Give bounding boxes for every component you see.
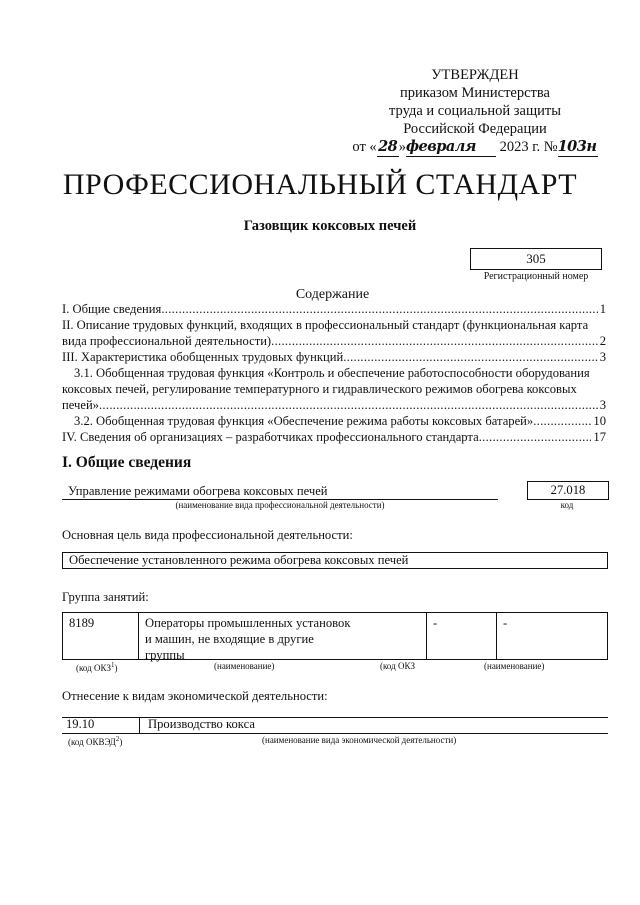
toc-item-text: IV. Сведения об организациях – разработчиках профессионального стандарта [62,430,479,444]
goal-box: Обеспечение установленного режима обогрева коксовых печей [62,552,608,569]
okz-name-cell-2: - [503,616,508,630]
activity-kind-field: Управление режимами обогрева коксовых печей [62,484,498,500]
toc-item-page: 10 [593,414,606,428]
toc-item[interactable] [62,317,606,349]
section-heading: I. Общие сведения [62,454,192,471]
group-label: Группа занятий: [62,590,149,604]
registration-number-box: 305 [470,248,602,270]
activity-code-caption: код [560,500,574,510]
toc-item[interactable] [62,365,606,413]
toc-item-text-cont: коксовых печей, регулирование температурного и гидравлического режимов обогрева коксовых [62,382,577,396]
table-of-contents [62,301,606,445]
okved-code-cell: 19.10 [62,717,140,733]
document-title: ПРОФЕССИОНАЛЬНЫЙ СТАНДАРТ [62,168,578,201]
okved-name-cell: Производство кокса [148,717,255,731]
approval-line-3: труда и социальной защиты [389,103,561,119]
toc-item-text-cont: вида профессиональной деятельности) [62,334,272,348]
registration-number-label: Регистрационный номер [483,271,589,282]
toc-item-text: I. Общие сведения [62,302,162,316]
handwritten-order-number: 103н [557,138,597,155]
toc-item[interactable] [62,413,606,429]
toc-item-page: 1 [599,302,606,316]
toc-item-page: 17 [593,430,606,444]
approval-date [330,138,620,157]
date-mid: » [398,139,406,155]
okz-name-line: и машин, не входящие в другие [145,632,314,646]
toc-item-text: 3.2. Обобщенная трудовая функция «Обеспечение режима работы коксовых батарей» [74,414,534,428]
toc-item-text: II. Описание трудовых функций, входящих в профессиональный стандарт (функциональная карта [62,318,589,332]
okz-name-line: Операторы промышленных установок [145,616,351,630]
toc-item-text-cont: печей» [62,398,99,412]
okz-code-caption-2: (код ОКЗ [380,661,415,671]
toc-item[interactable] [62,349,606,365]
activity-kind-caption: (наименование вида профессиональной деятельности) [175,500,385,510]
okved-code-caption: (код ОКВЭД$^2$) [68,735,123,747]
approval-line-1: УТВЕРЖДЕН [431,67,519,83]
okz-code-cell: 8189 [63,613,139,659]
toc-item[interactable] [62,429,606,445]
okved-table [62,717,608,734]
approval-block [330,66,620,157]
occupation-group-table [62,612,608,660]
approval-line-2: приказом Министерства [400,85,550,101]
date-prefix: от « [352,139,377,155]
toc-item-page: 3 [599,398,606,412]
activity-label: Отнесение к видам экономической деятельности: [62,689,328,703]
activity-code-box: 27.018 [527,481,609,500]
okz-name-line: группы [145,648,185,662]
toc-item[interactable] [62,301,606,317]
toc-heading: Содержание [295,287,370,302]
toc-item-text: 3.1. Обобщенная трудовая функция «Контроль и обеспечение работоспособности оборудования [74,366,590,380]
date-year: 2023 г. № [495,139,558,155]
okz-name-caption: (наименование) [214,661,275,671]
okz-code-cell-2: - [427,613,497,659]
toc-item-page: 3 [599,350,606,364]
okved-name-caption: (наименование вида экономической деятельности) [262,735,457,745]
okz-code-caption: (код ОКЗ$^1$) [76,661,118,673]
okz-name-cell [139,613,427,662]
toc-item-page: 2 [599,334,606,348]
handwritten-day: 28 [378,138,398,155]
approval-line-4: Российской Федерации [403,121,547,137]
standard-name: Газовщик коксовых печей [243,218,417,234]
okz-name-caption-2: (наименование) [484,661,545,671]
goal-label: Основная цель вида профессиональной деятельности: [62,528,353,542]
toc-item-text: III. Характеристика обобщенных трудовых функций [62,350,344,364]
handwritten-month: февраля [406,138,496,157]
